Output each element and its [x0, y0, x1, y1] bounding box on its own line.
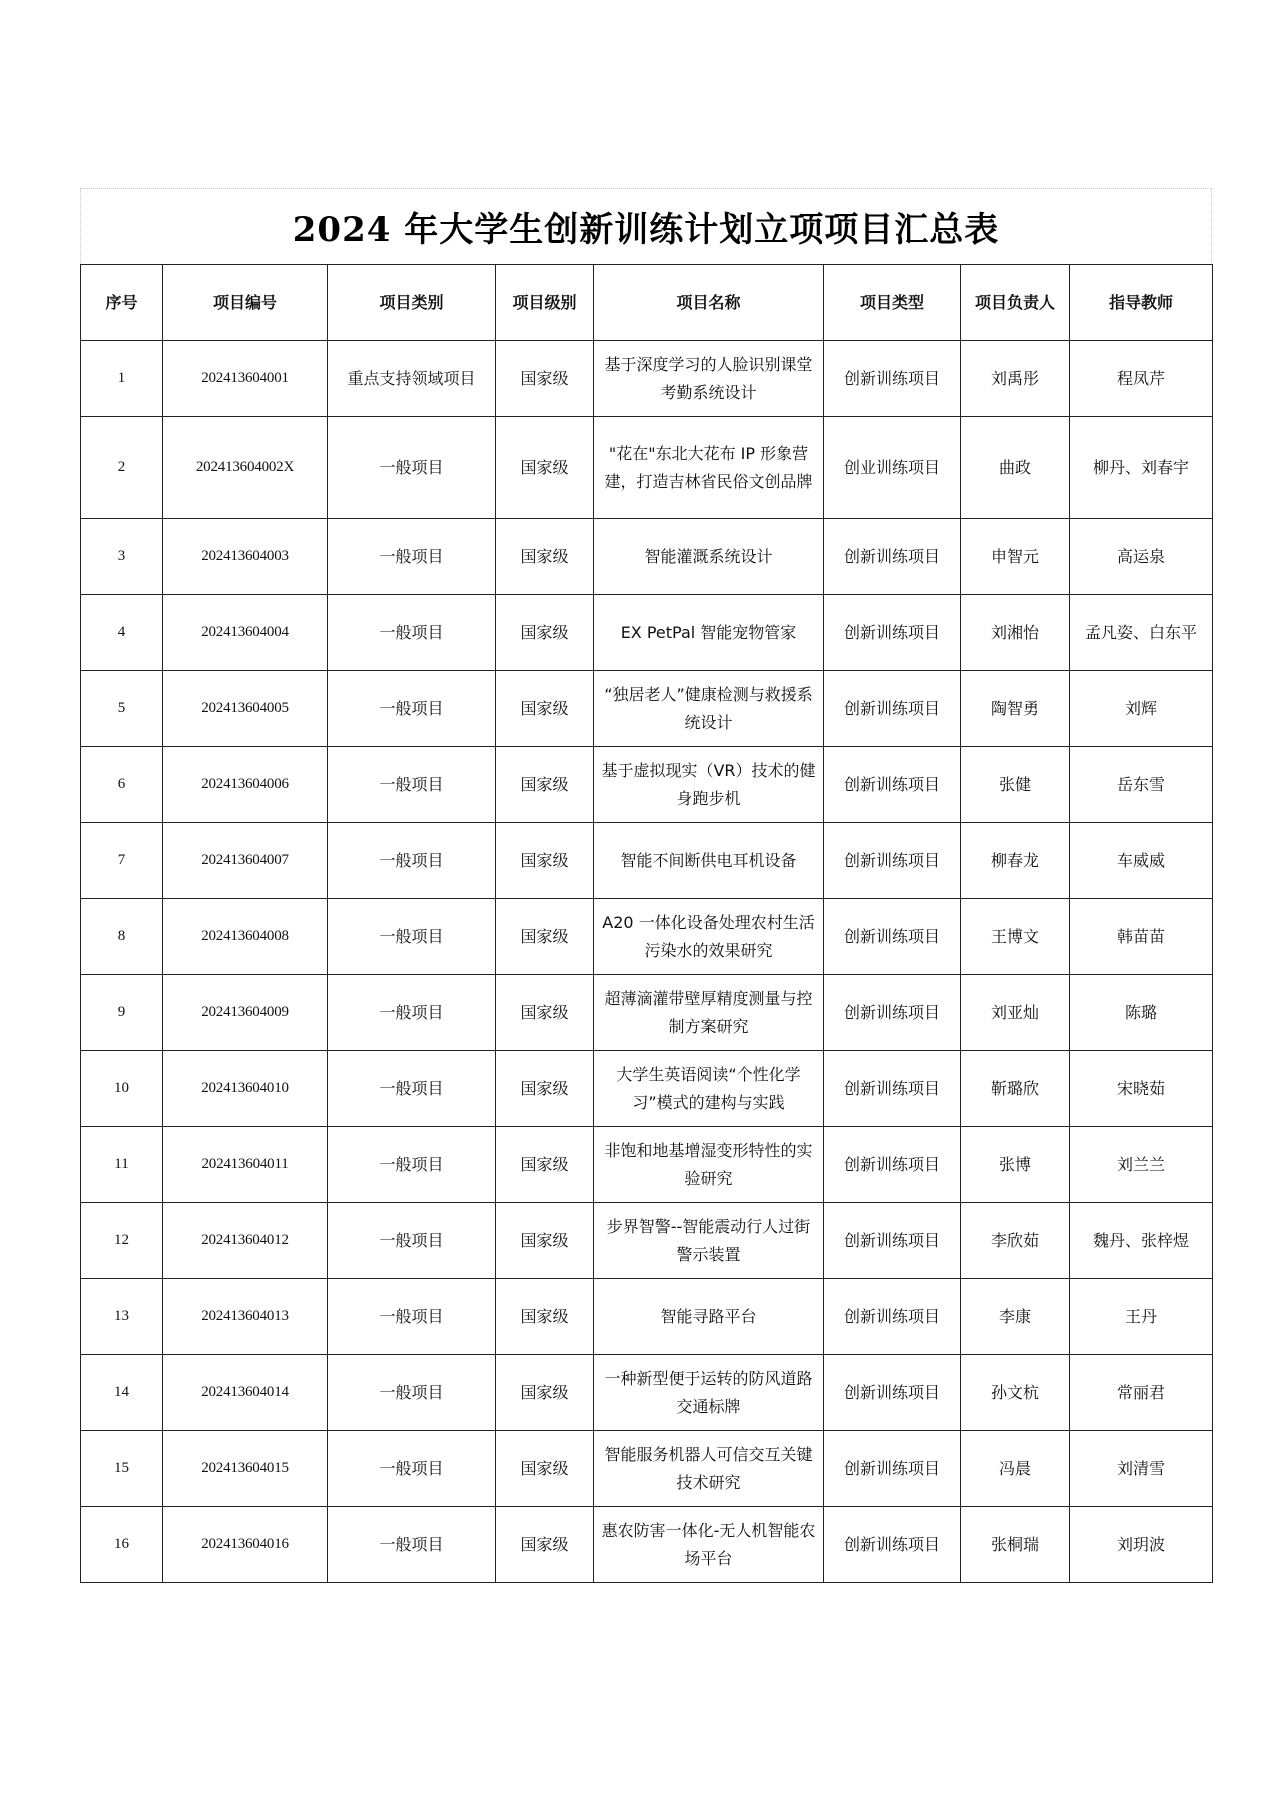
header-index: 序号: [81, 265, 163, 341]
cell-project-type: 创新训练项目: [824, 671, 961, 747]
cell-project-code: 202413604001: [163, 341, 328, 417]
cell-advisor: 刘兰兰: [1070, 1127, 1213, 1203]
cell-advisor: 常丽君: [1070, 1355, 1213, 1431]
cell-project-level: 国家级: [496, 1127, 594, 1203]
cell-project-category: 一般项目: [328, 1279, 496, 1355]
cell-project-category: 一般项目: [328, 1355, 496, 1431]
cell-project-name: EX PetPal 智能宠物管家: [594, 595, 824, 671]
header-advisor: 指导教师: [1070, 265, 1213, 341]
cell-project-leader: 刘亚灿: [961, 975, 1070, 1051]
cell-project-type: 创新训练项目: [824, 1203, 961, 1279]
cell-project-leader: 张桐瑞: [961, 1507, 1070, 1583]
cell-project-category: 一般项目: [328, 1507, 496, 1583]
cell-advisor: 刘清雪: [1070, 1431, 1213, 1507]
cell-project-level: 国家级: [496, 671, 594, 747]
cell-project-type: 创新训练项目: [824, 899, 961, 975]
cell-advisor: 高运泉: [1070, 519, 1213, 595]
cell-project-level: 国家级: [496, 975, 594, 1051]
cell-advisor: 陈璐: [1070, 975, 1213, 1051]
header-project-name: 项目名称: [594, 265, 824, 341]
cell-project-type: 创新训练项目: [824, 1051, 961, 1127]
cell-project-code: 202413604009: [163, 975, 328, 1051]
cell-project-name: 智能服务机器人可信交互关键技术研究: [594, 1431, 824, 1507]
cell-project-category: 一般项目: [328, 975, 496, 1051]
cell-project-leader: 靳璐欣: [961, 1051, 1070, 1127]
cell-project-category: 一般项目: [328, 1203, 496, 1279]
header-project-code: 项目编号: [163, 265, 328, 341]
cell-advisor: 韩苗苗: [1070, 899, 1213, 975]
cell-project-name: "花在"东北大花布 IP 形象营建，打造吉林省民俗文创品牌: [594, 417, 824, 519]
cell-project-category: 一般项目: [328, 671, 496, 747]
cell-project-level: 国家级: [496, 595, 594, 671]
cell-project-level: 国家级: [496, 899, 594, 975]
cell-advisor: 程凤芹: [1070, 341, 1213, 417]
cell-project-name: 超薄滴灌带壁厚精度测量与控制方案研究: [594, 975, 824, 1051]
cell-project-category: 重点支持领域项目: [328, 341, 496, 417]
cell-advisor: 刘玥波: [1070, 1507, 1213, 1583]
cell-project-type: 创新训练项目: [824, 1127, 961, 1203]
table-row: [81, 1507, 1213, 1583]
summary-sheet: [80, 188, 1212, 1583]
cell-advisor: 孟凡姿、白东平: [1070, 595, 1213, 671]
cell-index: 11: [81, 1127, 163, 1203]
cell-project-level: 国家级: [496, 519, 594, 595]
table-row: [81, 1431, 1213, 1507]
cell-project-category: 一般项目: [328, 417, 496, 519]
cell-index: 6: [81, 747, 163, 823]
cell-advisor: 刘辉: [1070, 671, 1213, 747]
table-row: [81, 1355, 1213, 1431]
cell-index: 3: [81, 519, 163, 595]
cell-index: 5: [81, 671, 163, 747]
cell-advisor: 魏丹、张梓煜: [1070, 1203, 1213, 1279]
cell-project-name: 基于深度学习的人脸识别课堂考勤系统设计: [594, 341, 824, 417]
cell-project-code: 202413604008: [163, 899, 328, 975]
cell-project-code: 202413604015: [163, 1431, 328, 1507]
cell-project-leader: 张健: [961, 747, 1070, 823]
cell-project-level: 国家级: [496, 1051, 594, 1127]
header-project-level: 项目级别: [496, 265, 594, 341]
cell-index: 10: [81, 1051, 163, 1127]
cell-project-code: 202413604006: [163, 747, 328, 823]
cell-advisor: 岳东雪: [1070, 747, 1213, 823]
cell-project-type: 创新训练项目: [824, 1431, 961, 1507]
cell-project-level: 国家级: [496, 1431, 594, 1507]
cell-index: 9: [81, 975, 163, 1051]
cell-advisor: 王丹: [1070, 1279, 1213, 1355]
cell-project-code: 202413604002X: [163, 417, 328, 519]
cell-project-category: 一般项目: [328, 823, 496, 899]
cell-project-type: 创新训练项目: [824, 1355, 961, 1431]
cell-project-name: 智能灌溉系统设计: [594, 519, 824, 595]
table-header-row: [81, 265, 1213, 341]
table-row: [81, 975, 1213, 1051]
cell-project-leader: 张博: [961, 1127, 1070, 1203]
header-project-category: 项目类别: [328, 265, 496, 341]
cell-project-category: 一般项目: [328, 1127, 496, 1203]
table-row: [81, 519, 1213, 595]
table-row: [81, 1203, 1213, 1279]
cell-index: 12: [81, 1203, 163, 1279]
cell-project-level: 国家级: [496, 1279, 594, 1355]
cell-index: 2: [81, 417, 163, 519]
cell-project-category: 一般项目: [328, 747, 496, 823]
cell-project-category: 一般项目: [328, 899, 496, 975]
cell-index: 4: [81, 595, 163, 671]
cell-project-code: 202413604013: [163, 1279, 328, 1355]
cell-index: 8: [81, 899, 163, 975]
title-box: [80, 188, 1212, 264]
table-row: [81, 671, 1213, 747]
cell-project-type: 创新训练项目: [824, 595, 961, 671]
cell-project-category: 一般项目: [328, 519, 496, 595]
cell-project-type: 创新训练项目: [824, 823, 961, 899]
cell-project-level: 国家级: [496, 341, 594, 417]
cell-project-name: 惠农防害一体化-无人机智能农场平台: [594, 1507, 824, 1583]
cell-project-code: 202413604004: [163, 595, 328, 671]
table-row: [81, 1127, 1213, 1203]
cell-project-leader: 李欣茹: [961, 1203, 1070, 1279]
cell-project-code: 202413604003: [163, 519, 328, 595]
header-project-type: 项目类型: [824, 265, 961, 341]
cell-project-leader: 冯晨: [961, 1431, 1070, 1507]
cell-project-category: 一般项目: [328, 595, 496, 671]
cell-project-leader: 刘禹彤: [961, 341, 1070, 417]
cell-project-type: 创新训练项目: [824, 1507, 961, 1583]
cell-project-code: 202413604011: [163, 1127, 328, 1203]
cell-index: 13: [81, 1279, 163, 1355]
table-row: [81, 1279, 1213, 1355]
cell-project-level: 国家级: [496, 1203, 594, 1279]
table-row: [81, 747, 1213, 823]
cell-project-name: A20 一体化设备处理农村生活污染水的效果研究: [594, 899, 824, 975]
cell-project-level: 国家级: [496, 1355, 594, 1431]
cell-project-leader: 曲政: [961, 417, 1070, 519]
cell-project-level: 国家级: [496, 417, 594, 519]
cell-project-name: 智能不间断供电耳机设备: [594, 823, 824, 899]
cell-advisor: 宋晓茹: [1070, 1051, 1213, 1127]
cell-project-leader: 孙文杭: [961, 1355, 1070, 1431]
cell-project-code: 202413604014: [163, 1355, 328, 1431]
cell-project-code: 202413604016: [163, 1507, 328, 1583]
cell-project-code: 202413604010: [163, 1051, 328, 1127]
cell-project-level: 国家级: [496, 747, 594, 823]
cell-project-leader: 李康: [961, 1279, 1070, 1355]
cell-project-type: 创新训练项目: [824, 747, 961, 823]
table-row: [81, 417, 1213, 519]
cell-index: 14: [81, 1355, 163, 1431]
cell-project-type: 创业训练项目: [824, 417, 961, 519]
cell-project-category: 一般项目: [328, 1431, 496, 1507]
cell-project-name: 智能寻路平台: [594, 1279, 824, 1355]
cell-project-leader: 申智元: [961, 519, 1070, 595]
table-row: [81, 899, 1213, 975]
cell-project-leader: 陶智勇: [961, 671, 1070, 747]
table-row: [81, 823, 1213, 899]
projects-table: [80, 264, 1213, 1583]
cell-project-type: 创新训练项目: [824, 519, 961, 595]
cell-project-name: 步界智警--智能震动行人过街警示装置: [594, 1203, 824, 1279]
header-project-leader: 项目负责人: [961, 265, 1070, 341]
cell-project-name: 基于虚拟现实（VR）技术的健身跑步机: [594, 747, 824, 823]
document-title: 2024 年大学生创新训练计划立项项目汇总表: [292, 210, 1000, 250]
cell-project-name: 大学生英语阅读“个性化学习”模式的建构与实践: [594, 1051, 824, 1127]
cell-index: 7: [81, 823, 163, 899]
cell-index: 15: [81, 1431, 163, 1507]
cell-advisor: 车威威: [1070, 823, 1213, 899]
cell-project-name: 非饱和地基增湿变形特性的实验研究: [594, 1127, 824, 1203]
cell-project-level: 国家级: [496, 1507, 594, 1583]
cell-project-name: 一种新型便于运转的防风道路交通标牌: [594, 1355, 824, 1431]
cell-index: 16: [81, 1507, 163, 1583]
cell-project-name: “独居老人”健康检测与救援系统设计: [594, 671, 824, 747]
cell-project-leader: 柳春龙: [961, 823, 1070, 899]
cell-index: 1: [81, 341, 163, 417]
cell-advisor: 柳丹、刘春宇: [1070, 417, 1213, 519]
cell-project-level: 国家级: [496, 823, 594, 899]
cell-project-code: 202413604012: [163, 1203, 328, 1279]
cell-project-code: 202413604007: [163, 823, 328, 899]
cell-project-type: 创新训练项目: [824, 1279, 961, 1355]
table-row: [81, 341, 1213, 417]
cell-project-type: 创新训练项目: [824, 975, 961, 1051]
cell-project-category: 一般项目: [328, 1051, 496, 1127]
cell-project-type: 创新训练项目: [824, 341, 961, 417]
table-row: [81, 595, 1213, 671]
cell-project-leader: 王博文: [961, 899, 1070, 975]
table-row: [81, 1051, 1213, 1127]
cell-project-leader: 刘湘怡: [961, 595, 1070, 671]
cell-project-code: 202413604005: [163, 671, 328, 747]
